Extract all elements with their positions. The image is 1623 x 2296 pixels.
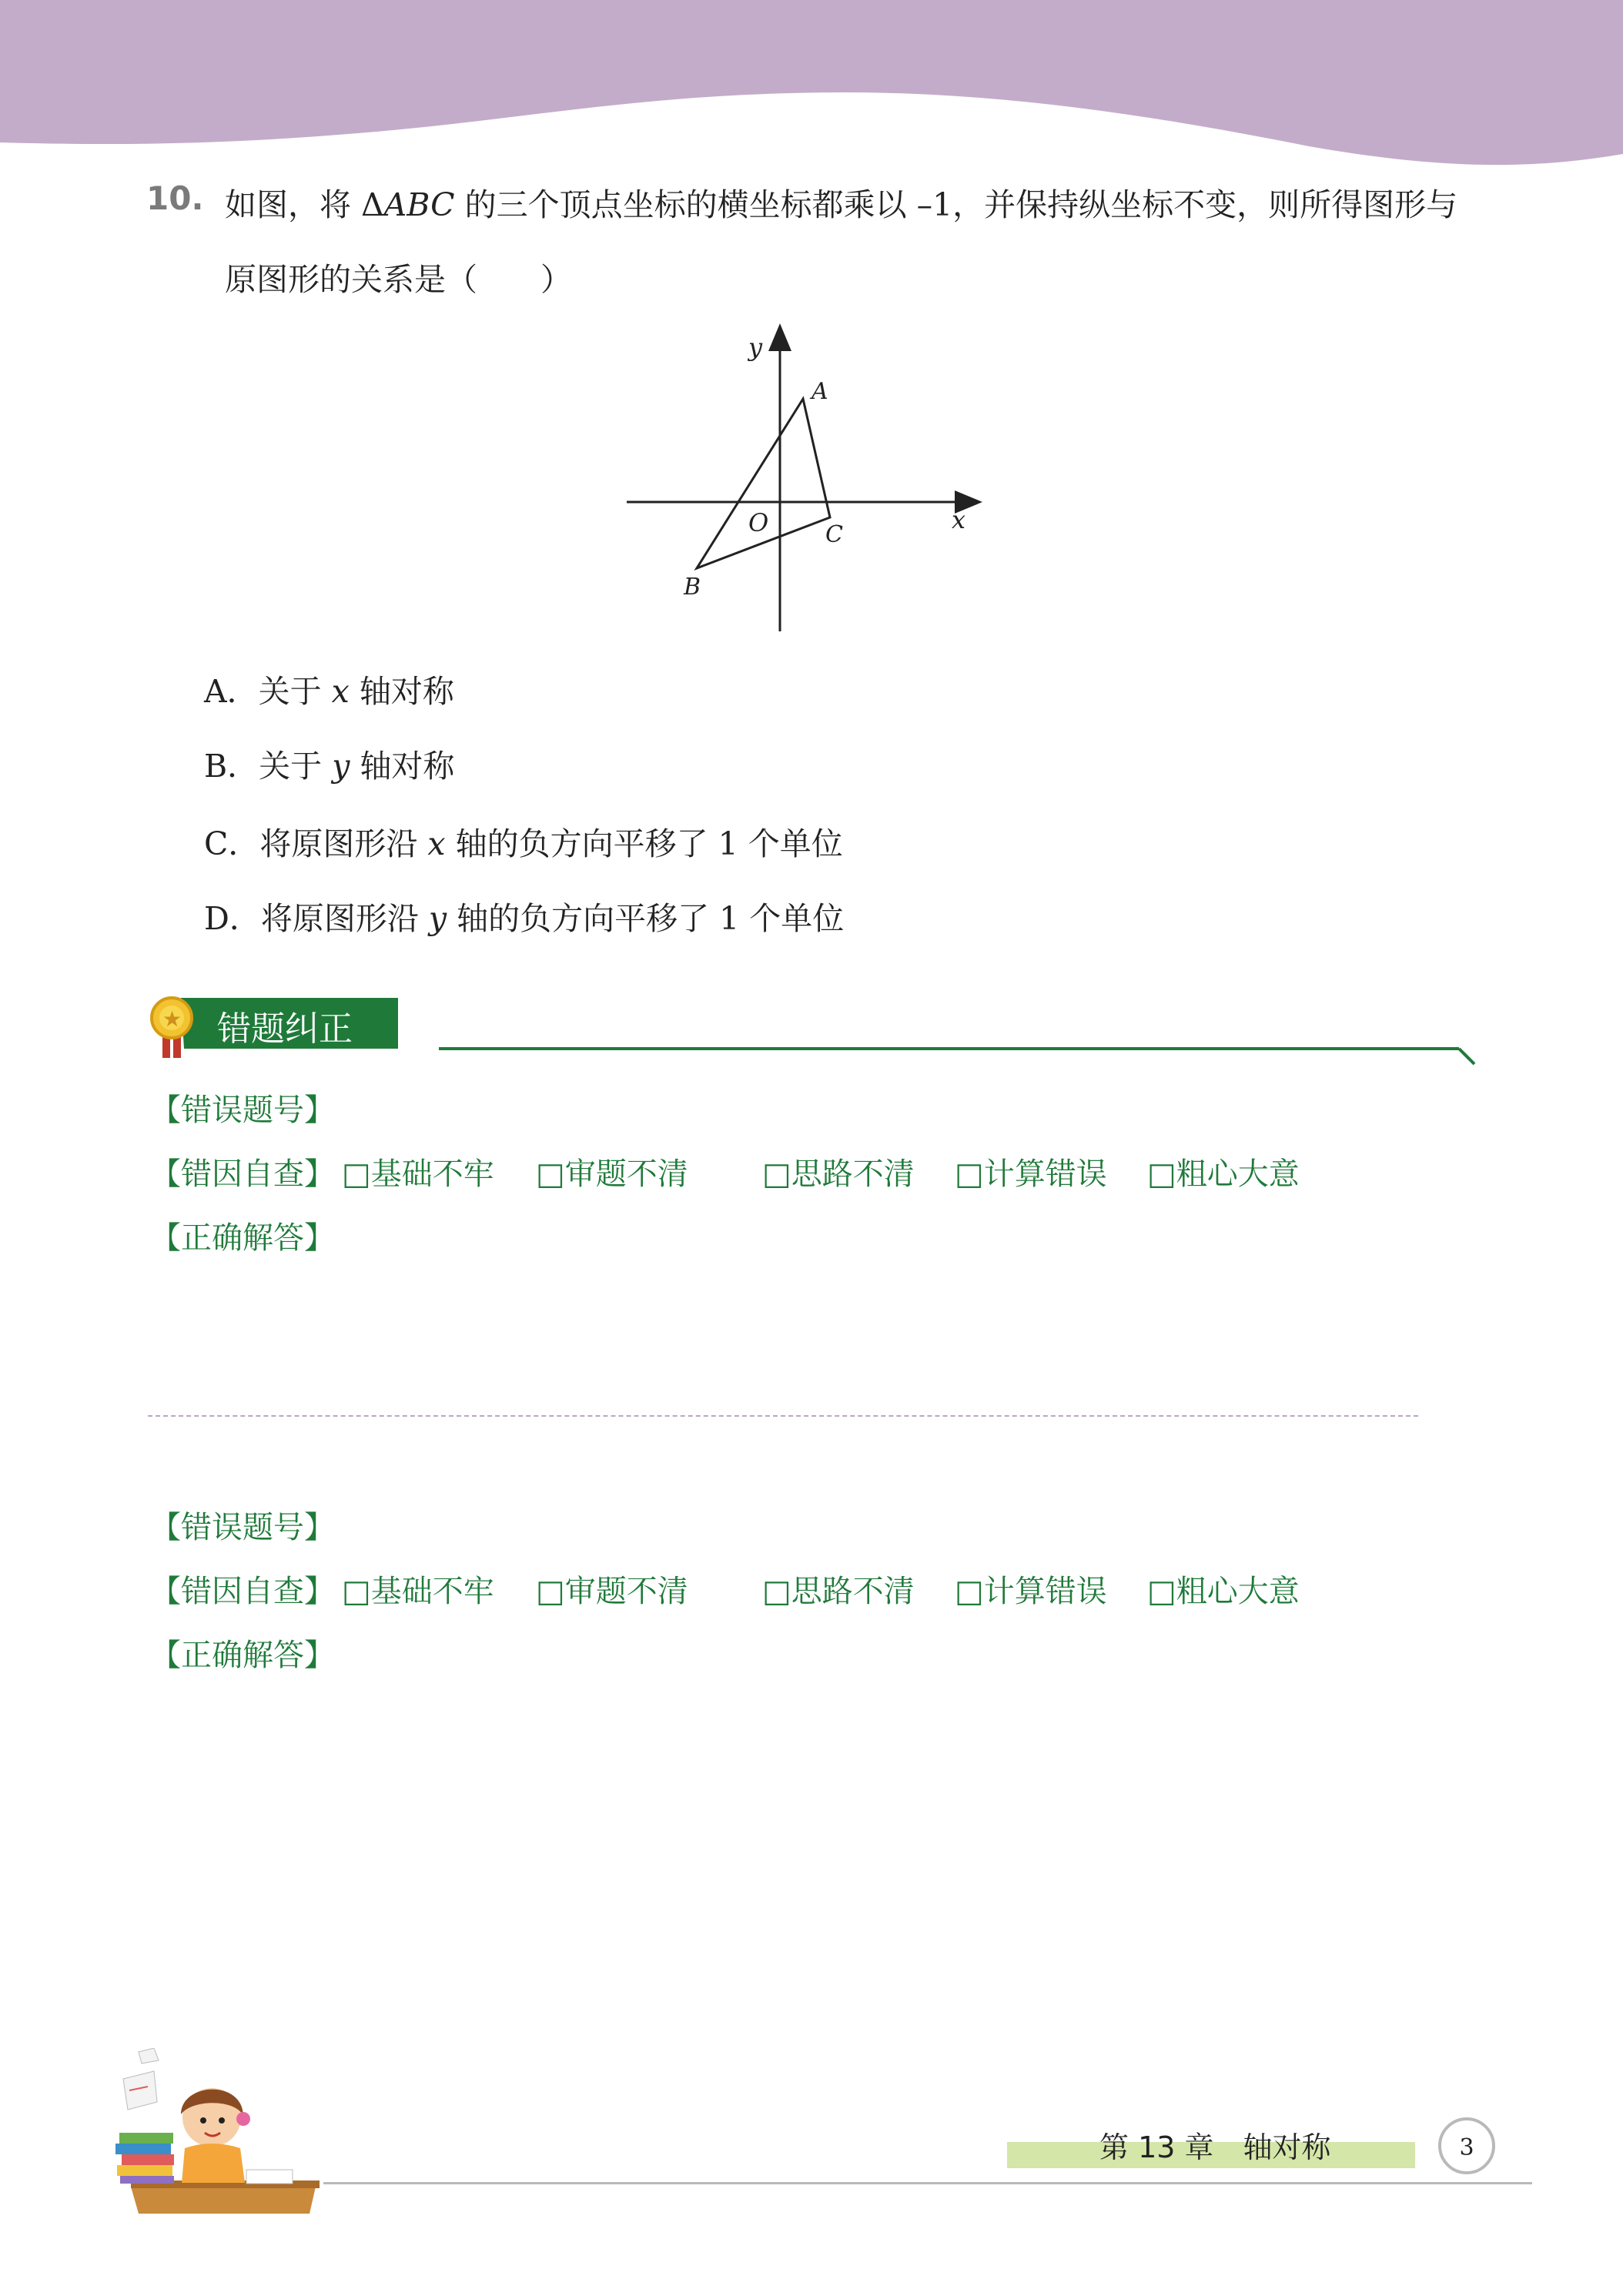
answer-label: 【正确解答】 xyxy=(150,1638,335,1673)
choice-basic[interactable]: □基础不牢 xyxy=(342,1574,494,1609)
cause-label: 【错因自查】 xyxy=(150,1574,335,1609)
vertex-label-b: B xyxy=(684,574,701,601)
answer-label: 【正确解答】 xyxy=(150,1220,335,1256)
footer-chapter-title: 第 13 章 轴对称 xyxy=(1099,2130,1331,2164)
choice-basic[interactable]: □基础不牢 xyxy=(342,1156,494,1192)
choice-calculation[interactable]: □计算错误 xyxy=(955,1574,1107,1609)
vertex-label-c: C xyxy=(825,521,843,548)
vertex-label-a: A xyxy=(812,378,828,405)
question-suffix: 的三个顶点坐标的横坐标都乘以 –1，并保持纵坐标不变，则所得图形与 xyxy=(454,186,1458,223)
question-number: 10. xyxy=(146,179,204,217)
divider xyxy=(148,1415,1418,1417)
header-wave xyxy=(0,0,1623,177)
axis-label-x: x xyxy=(952,505,966,534)
option-c[interactable]: C．将原图形沿 x 轴的负方向平移了 1 个单位 xyxy=(204,825,843,862)
footer-rule xyxy=(323,2182,1532,2184)
triangle-abc xyxy=(697,399,830,568)
axis-label-y: y xyxy=(748,333,763,362)
question-prefix: 如图，将 Δ xyxy=(225,186,384,223)
choice-careless[interactable]: □粗心大意 xyxy=(1147,1574,1300,1609)
cause-label: 【错因自查】 xyxy=(150,1156,335,1192)
option-a[interactable]: A．关于 x 轴对称 xyxy=(204,673,454,710)
page-number-circle xyxy=(1438,2117,1495,2174)
triangle-name: ABC xyxy=(383,186,455,223)
choice-calculation[interactable]: □计算错误 xyxy=(955,1156,1107,1192)
choice-reading[interactable]: □审题不清 xyxy=(536,1156,688,1192)
choice-thinking[interactable]: □思路不清 xyxy=(762,1574,915,1609)
choice-careless[interactable]: □粗心大意 xyxy=(1147,1156,1300,1192)
question-line-1 xyxy=(225,179,1457,225)
choice-reading[interactable]: □审题不清 xyxy=(536,1574,688,1609)
svg-text:★: ★ xyxy=(162,1006,182,1032)
page-number: 3 xyxy=(1459,2134,1474,2161)
question-line-2: 原图形的关系是（ ） xyxy=(225,261,572,298)
origin-label: O xyxy=(748,508,769,537)
option-d[interactable]: D．将原图形沿 y 轴的负方向平移了 1 个单位 xyxy=(204,900,845,937)
student-illustration xyxy=(108,2048,323,2217)
choice-thinking[interactable]: □思路不清 xyxy=(762,1156,915,1192)
option-b[interactable]: B．关于 y 轴对称 xyxy=(204,748,455,785)
coordinate-figure xyxy=(616,316,1001,639)
banner-title: 错题纠正 xyxy=(217,1009,353,1049)
medal-icon xyxy=(152,998,192,1058)
wrong-number-label: 【错误题号】 xyxy=(150,1093,335,1128)
wrong-number-label: 【错误题号】 xyxy=(150,1510,335,1545)
